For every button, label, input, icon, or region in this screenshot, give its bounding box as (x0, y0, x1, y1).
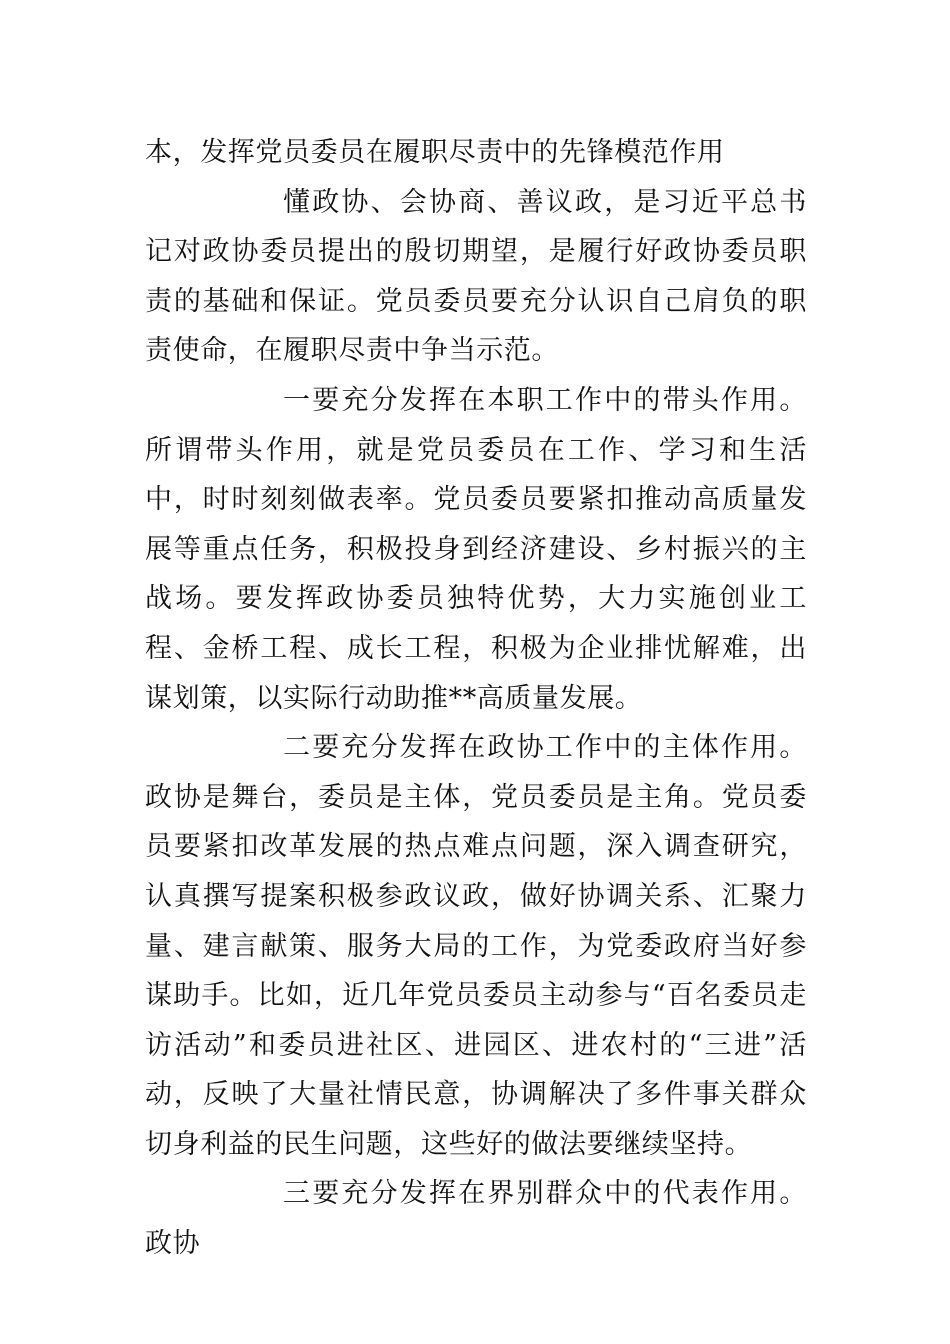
document-body (145, 128, 807, 1269)
paragraph-heading-continuation: 本，发挥党员委员在履职尽责中的先锋模范作用 (145, 137, 725, 168)
paragraph-point-one: 一要充分发挥在本职工作中的带头作用。所谓带头作用，就是党员委员在工作、学习和生活中，时时刻刻做表率。党员委员要紧扣推动高质量发展等重点任务，积极投身到经济建设、乡村振兴的主战场。要发挥政协委员独特优势，大力实施创业工程、金桥工程、成长工程，积极为企业排忧解难，出谋划策，以实际行动助推**高质量发展。 (145, 384, 807, 714)
paragraph-intro: 懂政协、会协商、善议政，是习近平总书记对政协委员提出的殷切期望，是履行好政协委员职责的基础和保证。党员委员要充分认识自己肩负的职责使命，在履职尽责中争当示范。 (145, 186, 807, 367)
paragraph-point-two: 二要充分发挥在政协工作中的主体作用。政协是舞台，委员是主体，党员委员是主角。党员委员要紧扣改革发展的热点难点问题，深入调查研究，认真撰写提案积极参政议政，做好协调关系、汇聚力量、建言献策、服务大局的工作，为党委政府当好参谋助手。比如，近几年党员委员主动参与“百名委员走访活动”和委员进社区、进园区、进农村的“三进”活动，反映了大量社情民意，协调解决了多件事关群众切身利益的民生问题，这些好的做法要继续坚持。 (145, 732, 807, 1160)
paragraph-point-three: 三要充分发挥在界别群众中的代表作用。政协 (145, 1178, 807, 1260)
